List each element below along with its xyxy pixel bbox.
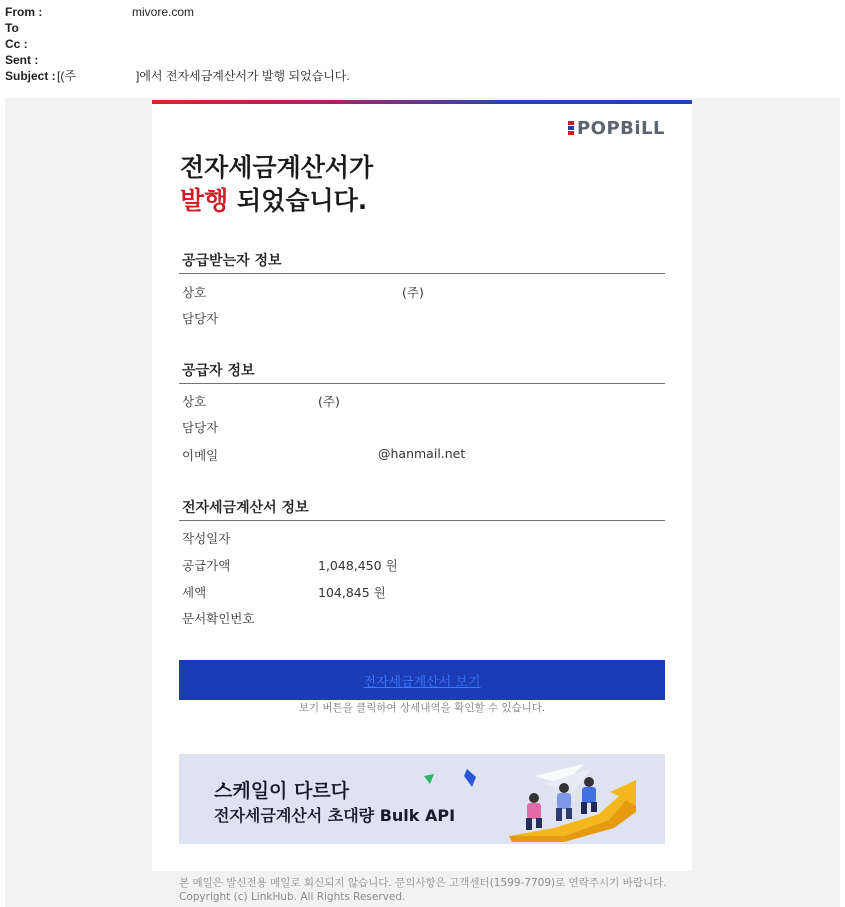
divider — [179, 520, 665, 521]
supplier-name-label: 상호 — [182, 394, 207, 409]
sent-label: Sent : — [5, 53, 39, 67]
subject-row — [5, 68, 350, 84]
from-value[interactable]: mivore.com — [132, 5, 195, 19]
invoice-section-title: 전자세금계산서 정보 — [182, 500, 309, 516]
buyer-name-value: (주) — [402, 285, 424, 300]
buyer-name-label: 상호 — [182, 285, 207, 300]
footer — [179, 876, 667, 904]
logo-mark-icon — [568, 121, 574, 137]
cc-row — [5, 36, 28, 52]
supply-amount-label: 공급가액 — [182, 558, 231, 573]
title-line1: 전자세금계산서가 — [180, 153, 374, 182]
to-label: To — [5, 21, 19, 35]
cc-label: Cc : — [5, 37, 28, 51]
issue-date-label: 작성일자 — [182, 531, 231, 546]
from-row — [5, 4, 195, 20]
from-label: From : — [5, 5, 43, 19]
tax-amount-label: 세액 — [182, 585, 207, 600]
popbill-logo — [568, 118, 665, 139]
subject-label: Subject : — [5, 69, 56, 83]
supplier-name-value: (주) — [318, 394, 340, 409]
divider — [179, 273, 665, 274]
banner-illustration-icon — [414, 754, 665, 844]
to-row — [5, 20, 19, 36]
footer-notice: 본 메일은 발신전용 메일로 회신되지 않습니다. 문의사항은 고객센터(1599-7709)로 연락주시기 바랍니다. — [179, 877, 667, 889]
view-hint-text: 보기 버튼을 클릭하여 상세내역을 확인할 수 있습니다. — [298, 702, 546, 714]
view-invoice-button[interactable] — [179, 660, 665, 700]
email-card — [152, 100, 692, 871]
title-line2-rest: 되었습니다. — [228, 186, 368, 215]
banner-headline: 스케일이 다르다 — [214, 780, 350, 802]
document-id-label: 문서확인번호 — [182, 611, 255, 626]
sent-row — [5, 52, 38, 68]
title-highlight: 발행 — [180, 186, 229, 215]
supplier-email-label: 이메일 — [182, 448, 219, 463]
subject-value: ]에서 전자세금계산서가 발행 되었습니다. — [136, 69, 350, 83]
view-invoice-link[interactable]: 전자세금계산서 보기 — [363, 674, 481, 690]
divider — [179, 383, 665, 384]
supply-amount-value: 1,048,450 원 — [318, 558, 398, 573]
supplier-contact-label: 담당자 — [182, 420, 219, 435]
subject-prefix: [(주 — [57, 69, 76, 83]
supplier-email-value[interactable]: @hanmail.net — [378, 446, 466, 461]
buyer-contact-label: 담당자 — [182, 311, 219, 326]
page-title — [180, 151, 373, 217]
logo-text: POPBiLL — [576, 118, 665, 139]
tax-amount-value: 104,845 원 — [318, 585, 386, 600]
buyer-section-title: 공급받는자 정보 — [182, 253, 282, 269]
bulk-api-banner[interactable] — [179, 754, 665, 844]
banner-subline: 전자세금계산서 초대량 Bulk API — [214, 806, 456, 825]
footer-copyright: Copyright (c) LinkHub. All Rights Reserved. — [179, 891, 406, 903]
supplier-section-title: 공급자 정보 — [182, 363, 255, 379]
gradient-top-bar — [152, 100, 692, 104]
